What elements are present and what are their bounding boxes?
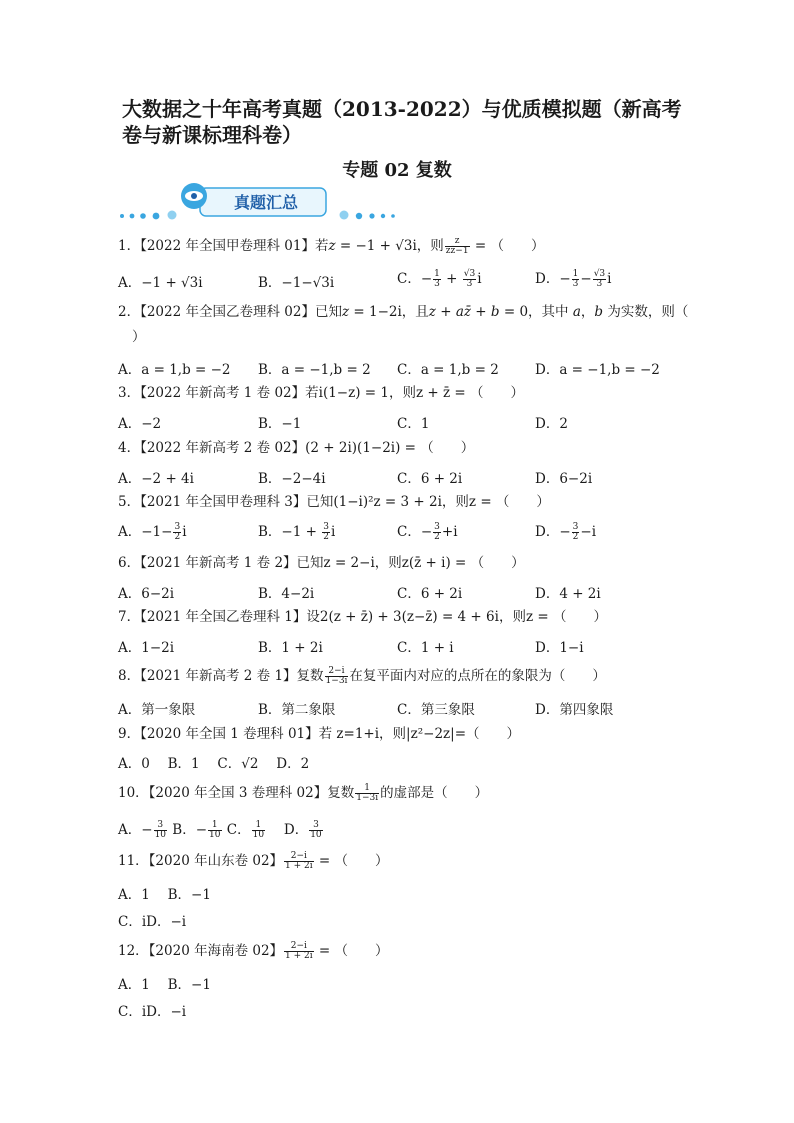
q2-option-d: D．a = −1,b = −2 <box>535 362 660 378</box>
question-11: 11．【2020 年山东卷 02】 $\frac{2-i}{1 + 2i}$ = （ ） <box>118 851 389 871</box>
document-title: 大数据之十年高考真题（2013-2022）与优质模拟题（新高考卷与新课标理科卷） <box>122 97 682 147</box>
question-4: 4．【2022 年新高考 2 卷 02】(2 + 2i)(1−2i) = （ ） <box>118 440 475 456</box>
question-10: 10．【2020 年全国 3 卷理科 02】复数 $\frac{1}{1-3i}$ 的虚部是（ ） <box>118 783 489 803</box>
question-2: 2．【2022 年全国乙卷理科 02】已知z = 1−2i，且z + az̄ + b = 0，其中 a，b 为实数，则（ <box>118 304 689 320</box>
q2-option-b: B．a = −1,b = 2 <box>258 362 371 378</box>
q6-option-a: A．6−2i <box>118 586 175 602</box>
q6-option-b: B．4−2i <box>258 586 315 602</box>
question-12: 12．【2020 年海南卷 02】 $\frac{2-i}{1 + 2i}$ = （ ） <box>118 941 389 961</box>
q1-option-c: C．− $\frac{1}{3}$ + $\frac{√3}{3}$ i <box>397 269 482 289</box>
question-5: 5．【2021 年全国甲卷理科 3】已知(1−i)²z = 3 + 2i，则z = （ ） <box>118 494 550 510</box>
q12-options-line1: A．1 B．−1 <box>118 977 211 993</box>
q4-option-a: A．−2 + 4i <box>118 471 194 487</box>
q3-option-d: D．2 <box>535 416 568 432</box>
q9-options: A．0 B．1 C．√2 D．2 <box>118 756 310 772</box>
q8-option-b: B．第二象限 <box>258 702 336 718</box>
section-banner <box>118 180 398 224</box>
q3-option-a: A．−2 <box>118 416 162 432</box>
q6-option-c: C．6 + 2i <box>397 586 463 602</box>
eye-icon <box>181 183 207 209</box>
q4-option-b: B．−2−4i <box>258 471 326 487</box>
banner-label: 真题汇总 <box>233 193 299 212</box>
q7-option-d: D．1−i <box>535 640 584 656</box>
q5-option-d: D．− $\frac{3}{2}$ −i <box>535 522 597 542</box>
question-7: 7．【2021 年全国乙卷理科 1】设2(z + z̄) + 3(z−z̄) = 4 + 6i，则z = （ ） <box>118 609 607 625</box>
q5-option-b: B．−1 + $\frac{3}{2}$ i <box>258 522 336 542</box>
q6-option-d: D．4 + 2i <box>535 586 601 602</box>
q3-option-b: B．−1 <box>258 416 302 432</box>
q1-option-a: A．−1 + √3i <box>118 275 203 291</box>
question-6: 6．【2021 年新高考 1 卷 2】已知z = 2−i，则z(z̄ + i) = （ ） <box>118 555 525 571</box>
q4-option-c: C．6 + 2i <box>397 471 463 487</box>
q8-option-c: C．第三象限 <box>397 702 475 718</box>
q10-options: A．− $\frac{3}{10}$ B．− $\frac{1}{10}$ C． $\frac{1}{10}$ D． $\frac{3}{10}$ <box>118 820 322 840</box>
document-subtitle: 专题 02 复数 <box>342 160 452 181</box>
q11-options-line1: A．1 B．−1 <box>118 887 211 903</box>
question-8: 8．【2021 年新高考 2 卷 1】复数 $\frac{2-i}{1-3i}$ 在复平面内对应的点所在的象限为（ ） <box>118 666 606 686</box>
q1-option-b: B．−1−√3i <box>258 275 335 291</box>
q4-option-d: D．6−2i <box>535 471 593 487</box>
q1-option-d: D．− $\frac{1}{3}$ − $\frac{√3}{3}$ i <box>535 269 612 289</box>
q7-option-c: C．1 + i <box>397 640 454 656</box>
q8-option-a: A．第一象限 <box>118 702 196 718</box>
q11-options-line2: C．iD．−i <box>118 914 187 930</box>
q2-option-c: C．a = 1,b = 2 <box>397 362 499 378</box>
q7-option-b: B．1 + 2i <box>258 640 323 656</box>
q3-option-c: C．1 <box>397 416 430 432</box>
q2-option-a: A．a = 1,b = −2 <box>118 362 231 378</box>
question-2-cont: ） <box>132 329 146 345</box>
q12-options-line2: C．iD．−i <box>118 1004 187 1020</box>
q7-option-a: A．1−2i <box>118 640 175 656</box>
q5-option-c: C．− $\frac{3}{2}$ +i <box>397 522 458 542</box>
question-1: 1．【2022 年全国甲卷理科 01】若z = −1 + √3i，则 $\frac{z}{zz̄-1}$ = （ ） <box>118 236 545 256</box>
q5-option-a: A．−1− $\frac{3}{2}$ i <box>118 522 187 542</box>
question-3: 3．【2022 年新高考 1 卷 02】若i(1−z) = 1，则z + z̄ = （ ） <box>118 385 524 401</box>
q8-option-d: D．第四象限 <box>535 702 614 718</box>
question-9: 9．【2020 年全国 1 卷理科 01】若 z=1+i，则|z²−2z|=（ ） <box>118 726 521 742</box>
